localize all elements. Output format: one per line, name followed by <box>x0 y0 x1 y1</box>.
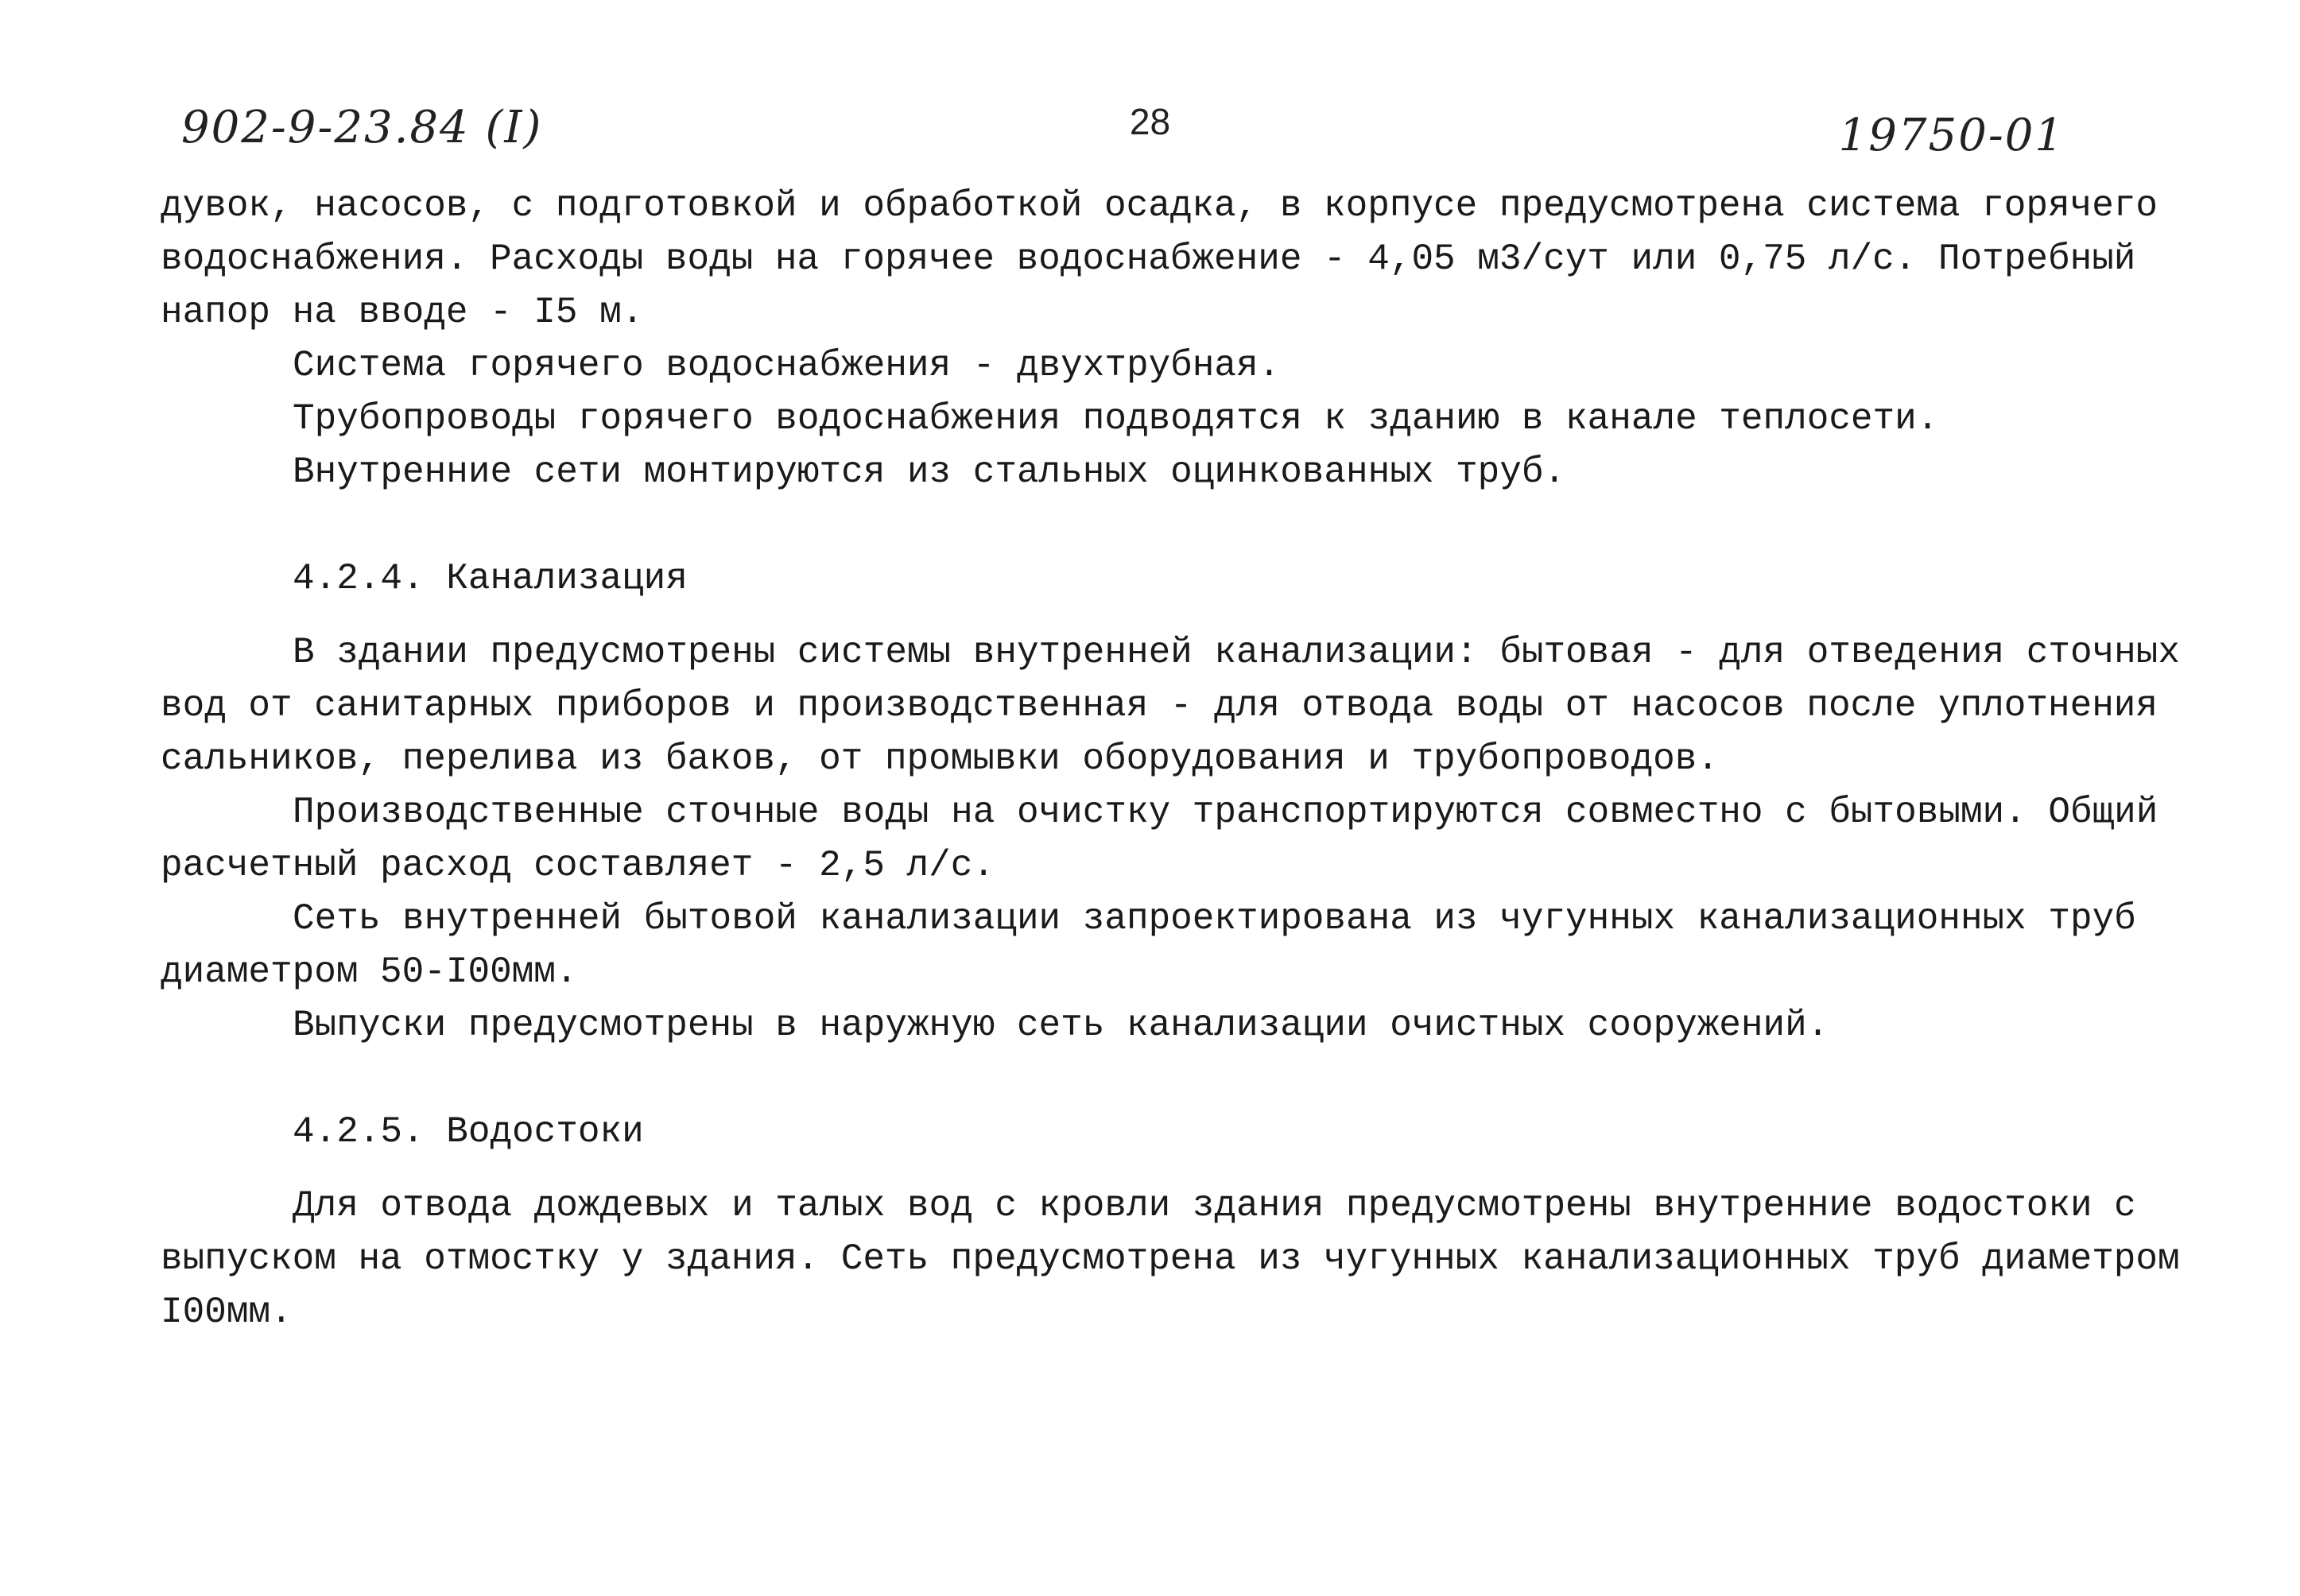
spacer <box>161 606 2140 626</box>
text-line: вод от санитарных приборов и производственная - для отвода воды от насосов после уплотнения <box>161 685 2158 726</box>
archive-number: 19750-01 <box>1838 110 2065 161</box>
spacer <box>161 499 2140 552</box>
text-line: I00мм. <box>161 1292 293 1333</box>
text-line: расчетный расход составляет - 2,5 л/с. <box>161 845 995 886</box>
paragraph: Выпуски предусмотрены в наружную сеть канализации очистных сооружений. <box>293 1005 1829 1046</box>
paragraph: Трубопроводы горячего водоснабжения подводятся к зданию в канале теплосети. <box>293 398 1939 440</box>
spacer <box>161 1052 2140 1106</box>
text-line: напор на вводе - I5 м. <box>161 292 644 333</box>
text-line: Сеть внутренней бытовой канализации запроектирована из чугунных канализационных труб <box>293 898 2136 939</box>
document-code: 902-9-23.84 (I) <box>181 102 543 153</box>
text-line: водоснабжения. Расходы воды на горячее водоснабжение - 4,05 м3/сут или 0,75 л/с. Потребный <box>161 238 2136 280</box>
document-body <box>161 180 2180 1339</box>
text-line: сальников, перелива из баков, от промывки оборудования и трубопроводов. <box>161 738 1719 780</box>
text-line: Производственные сточные воды на очистку транспортируются совместно с бытовыми. Общий <box>293 792 2158 833</box>
text-line: диаметром 50-I00мм. <box>161 951 578 993</box>
paragraph: Внутренние сети монтируются из стальных оцинкованных труб. <box>293 451 1566 493</box>
text-line: дувок, насосов, с подготовкой и обработкой осадка, в корпусе предусмотрена система горячего <box>161 185 2158 227</box>
paragraph: Система горячего водоснабжения - двухтрубная. <box>293 345 1281 386</box>
section-heading: 4.2.5. Водостоки <box>293 1111 644 1152</box>
text-line: Для отвода дождевых и талых вод с кровли здания предусмотрены внутренние водостоки с <box>293 1185 2136 1226</box>
section-heading: 4.2.4. Канализация <box>293 558 688 599</box>
spacer <box>161 1159 2140 1180</box>
text-line: выпуском на отмостку у здания. Сеть предусмотрена из чугунных канализационных труб диаметром <box>161 1238 2180 1280</box>
page-number: 28 <box>1129 101 1171 142</box>
text-line: В здании предусмотрены системы внутренней канализации: бытовая - для отведения сточных <box>293 632 2180 673</box>
